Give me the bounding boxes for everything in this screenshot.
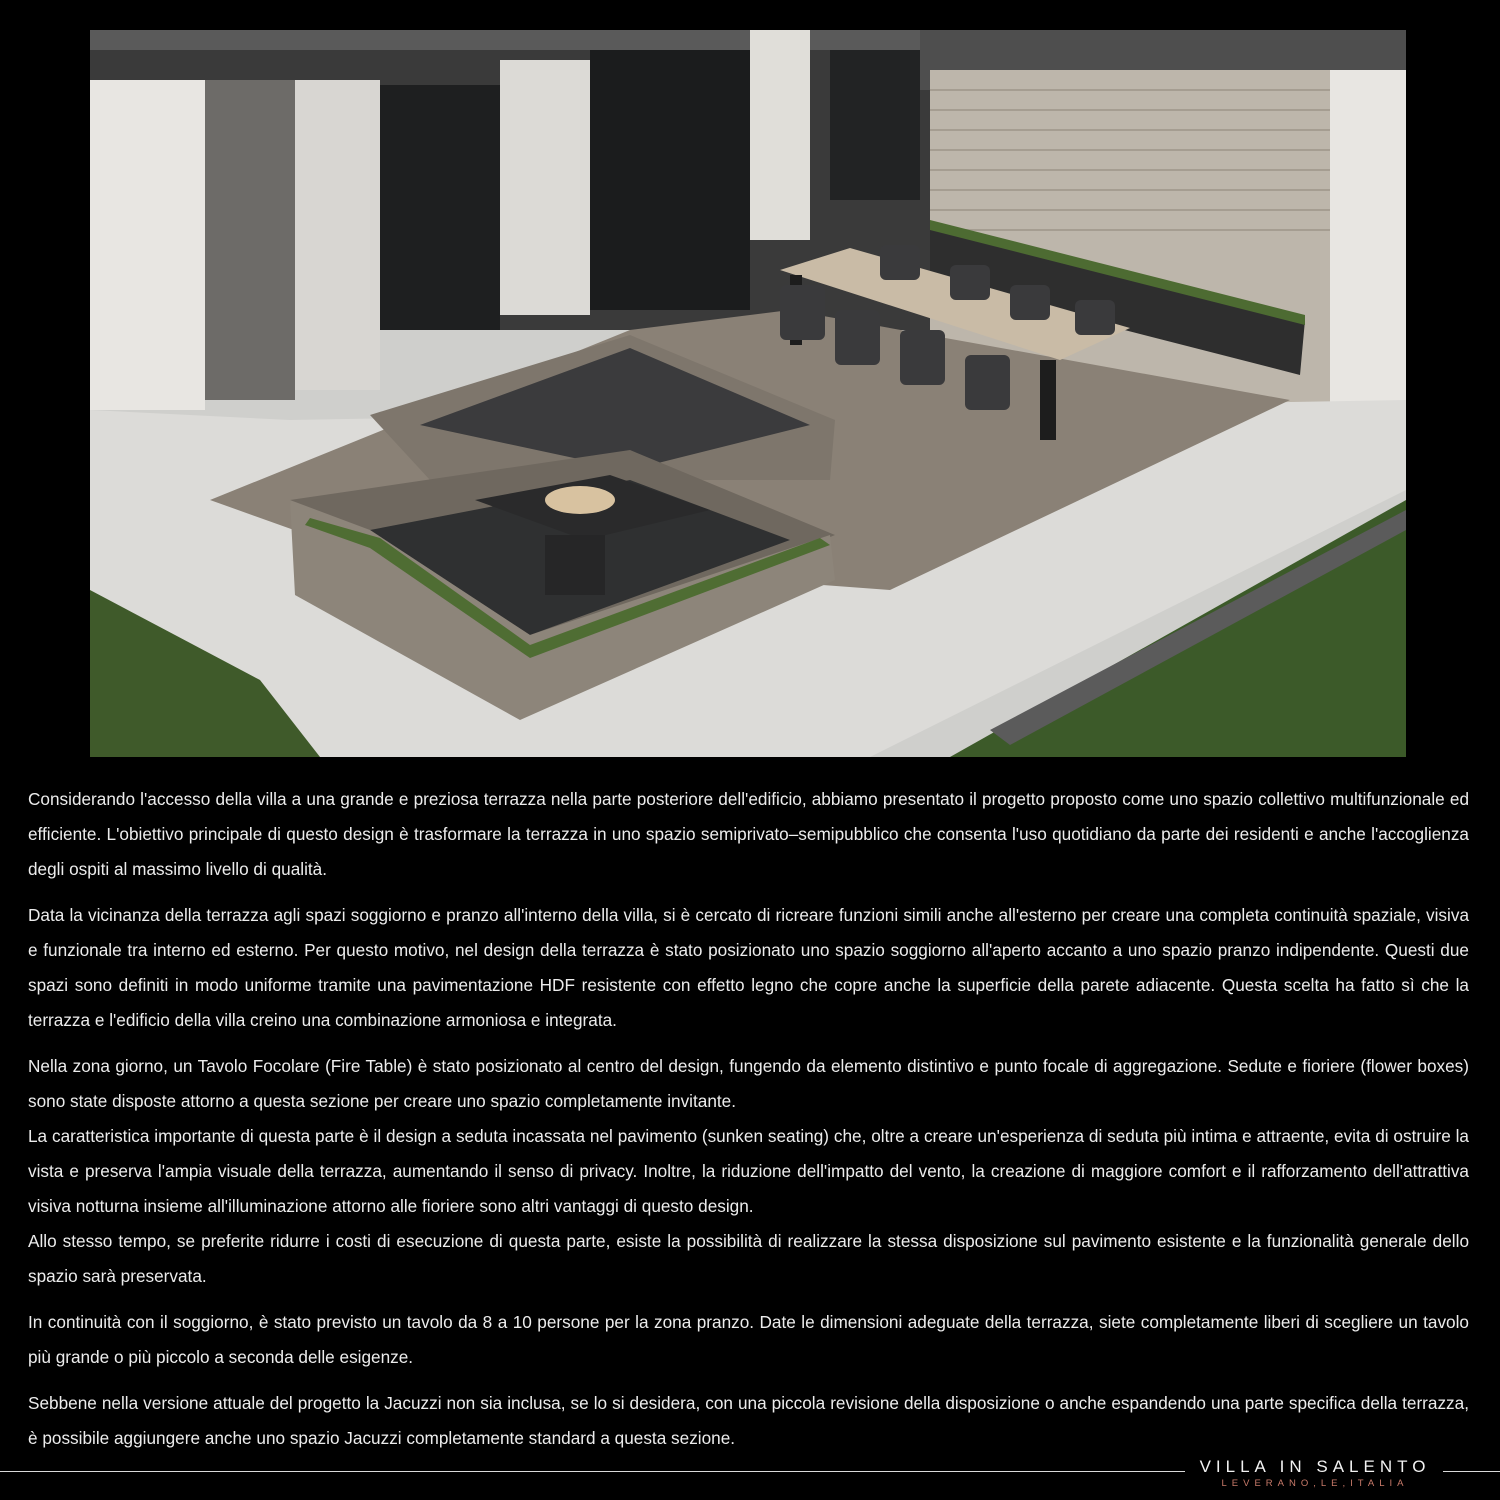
description-text: [28, 782, 1469, 1467]
paragraph-jacuzzi: Sebbene nella versione attuale del progetto la Jacuzzi non sia inclusa, se lo si desidera, con una piccola revisione della disposizione o anche espandendo una parte specifica della terrazza, è possibile aggiungere anche uno spazio Jacuzzi completamente standard a questa sezione.: [28, 1393, 1469, 1448]
terrace-illustration: [90, 30, 1406, 757]
brand-subtitle: LEVERANO,LE,ITALIA: [1221, 1478, 1409, 1489]
brand-logo: [1190, 1457, 1440, 1491]
brand-title: VILLA IN SALENTO: [1199, 1457, 1431, 1476]
paragraph-intro: Considerando l'accesso della villa a una grande e preziosa terrazza nella parte posteriore dell'edificio, abbiamo presentato il progetto proposto come uno spazio collettivo multifunzionale ed efficiente. L'obiettivo principale di questo design è trasformare la terrazza in uno spazio semiprivato–semipubblico che consenta l'uso quotidiano da parte dei residenti e anche l'accoglienza degli ospiti al massimo livello di qualità.: [28, 789, 1469, 879]
paragraph-continuity: Data la vicinanza della terrazza agli spazi soggiorno e pranzo all'interno della villa, si è cercato di ricreare funzioni simili anche all'esterno per creare una completa continuità spaziale, visiva e funzionale tra interno ed esterno. Per questo motivo, nel design della terrazza è stato posizionato uno spazio soggiorno all'aperto accanto a uno spazio pranzo indipendente. Questi due spazi sono definiti in modo uniforme tramite una pavimentazione HDF resistente con effetto legno che copre anche la superficie della parete adiacente. Questa scelta ha fatto sì che la terrazza e l'edificio della villa creino una combinazione armoniosa e integrata.: [28, 905, 1469, 1030]
footer-divider-left: [0, 1471, 1185, 1472]
paragraph-fire-table: Nella zona giorno, un Tavolo Focolare (Fire Table) è stato posizionato al centro del design, fungendo da elemento distintivo e punto focale di aggregazione. Sedute e fioriere (flower boxes) sono state disposte attorno a questa sezione per creare uno spazio completamente invitante.: [28, 1056, 1469, 1111]
paragraph-dining: In continuità con il soggiorno, è stato previsto un tavolo da 8 a 10 persone per la zona pranzo. Date le dimensioni adeguate della terrazza, siete completamente liberi di scegliere un tavolo più grande o più piccolo a seconda delle esigenze.: [28, 1312, 1469, 1367]
paragraph-costs: Allo stesso tempo, se preferite ridurre i costi di esecuzione di questa parte, esiste la possibilità di realizzare la stessa disposizione sul pavimento esistente e la funzionalità generale dello spazio sarà preservata.: [28, 1231, 1469, 1286]
paragraph-sunken-seating: La caratteristica importante di questa parte è il design a seduta incassata nel pavimento (sunken seating) che, oltre a creare un'esperienza di seduta più intima e attraente, evita di ostruire la vista e preserva l'ampia visuale della terrazza, aumentando il senso di privacy. Inoltre, la riduzione dell'impatto del vento, la creazione di maggiore comfort e il rafforzamento dell'attrattiva visiva notturna insieme all'illuminazione attorno alle fioriere sono altri vantaggi di questo design.: [28, 1126, 1469, 1216]
terrace-render-image: [90, 30, 1406, 757]
footer-divider-right: [1443, 1471, 1500, 1472]
